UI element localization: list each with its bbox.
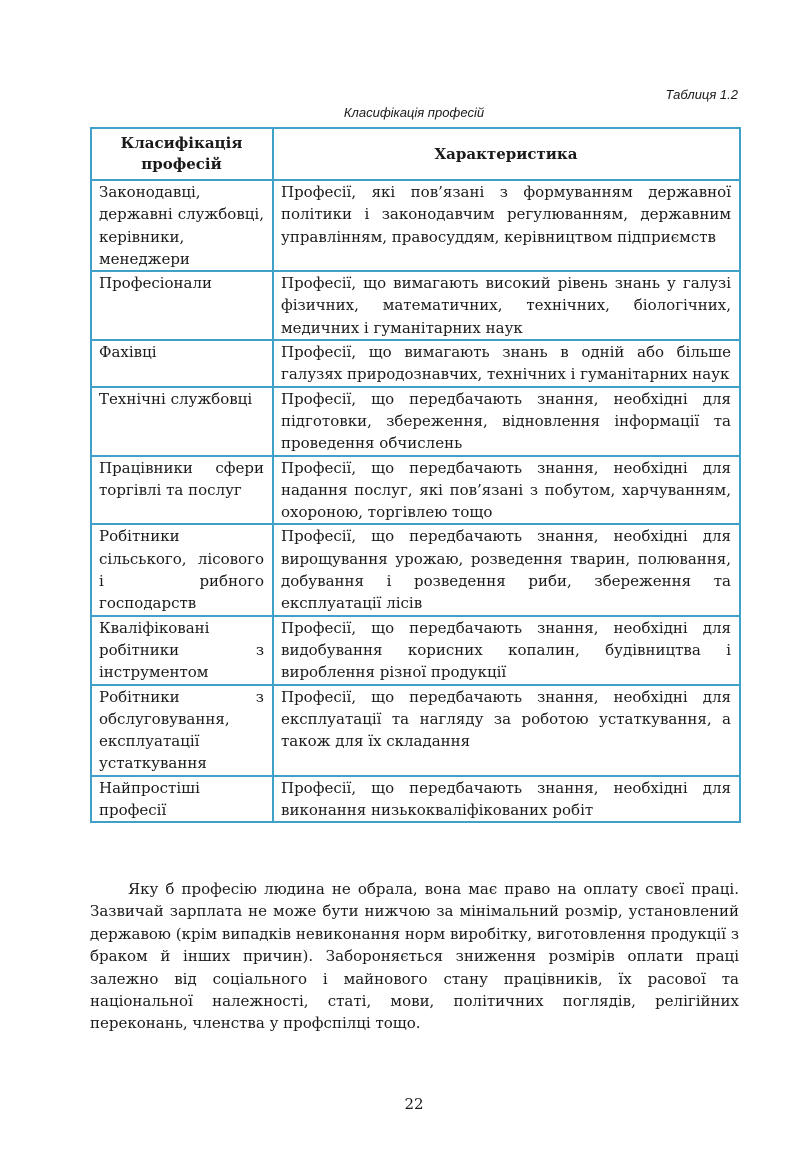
row-category: Працівники сфери торгівлі та послуг <box>91 456 273 525</box>
table-row <box>91 616 740 685</box>
row-description: Професії, що передбачають знання, необхідні для експлуатації та нагляду за роботою устаткування, а також для їх складання <box>273 685 740 776</box>
row-description: Професії, що передбачають знання, необхідні для підготовки, збереження, відновлення інформації та проведення обчислень <box>273 387 740 456</box>
row-description: Професії, які пов’язані з формуванням державної політики і законодавчим регулюванням, державним управлінням, правосуддям, керівництвом підприємств <box>273 180 740 271</box>
body-paragraph: Яку б професію людина не обрала, вона має право на оплату своєї праці. Зазвичай зарплата не може бути нижчою за мінімальний розмір, установлений державою (крім випадків невиконання норм виробітку, виготовлення продукції з браком й інших причин). Забороняється зниження розмірів оплати праці залежно від соціального і майнового стану працівників, їх расової та національної належності, статі, мови, політичних поглядів, релігійних переконань, членства у профспілці тощо. <box>90 880 739 1033</box>
row-category: Законодавці, державні службовці, керівники, менеджери <box>91 180 273 271</box>
table-row <box>91 524 740 615</box>
row-description: Професії, що передбачають знання, необхідні для виконання низькокваліфікованих робіт <box>273 776 740 823</box>
row-category: Робітники з обслуговування, експлуатації устаткування <box>91 685 273 776</box>
row-category: Найпростіші професії <box>91 776 273 823</box>
table-row <box>91 271 740 340</box>
table-title: Класифікація професій <box>343 105 485 120</box>
header-classification: Класифікація професій <box>91 128 273 180</box>
row-category: Фахівці <box>91 340 273 387</box>
page-number: 22 <box>404 1095 424 1113</box>
row-category: Професіонали <box>91 271 273 340</box>
table-row <box>91 387 740 456</box>
row-description: Професії, що передбачають знання, необхідні для вирощування урожаю, розведення тварин, полювання, добування і розведення риби, збереження та експлуатації лісів <box>273 524 740 615</box>
row-category: Кваліфіковані робітники з інструментом <box>91 616 273 685</box>
row-description: Професії, що передбачають знання, необхідні для надання послуг, які пов’язані з побутом, харчуванням, охороною, торгівлею тощо <box>273 456 740 525</box>
table-row <box>91 180 740 271</box>
row-category: Робітники сільського, лісового і рибного господарств <box>91 524 273 615</box>
table-label: Таблиця 1.2 <box>665 87 738 102</box>
table-header-row <box>91 128 740 180</box>
row-description: Професії, що передбачають знання, необхідні для видобування корисних копалин, будівництва і вироблення різної продукції <box>273 616 740 685</box>
row-category: Технічні службовці <box>91 387 273 456</box>
table-row <box>91 685 740 776</box>
professions-table <box>90 127 741 823</box>
header-characteristic: Характеристика <box>273 128 740 180</box>
table-row <box>91 776 740 823</box>
row-description: Професії, що вимагають знань в одній або більше галузях природознавчих, технічних і гуманітарних наук <box>273 340 740 387</box>
table-row <box>91 456 740 525</box>
row-description: Професії, що вимагають високий рівень знань у галузі фізичних, математичних, технічних, біологічних, медичних і гуманітарних наук <box>273 271 740 340</box>
table-row <box>91 340 740 387</box>
